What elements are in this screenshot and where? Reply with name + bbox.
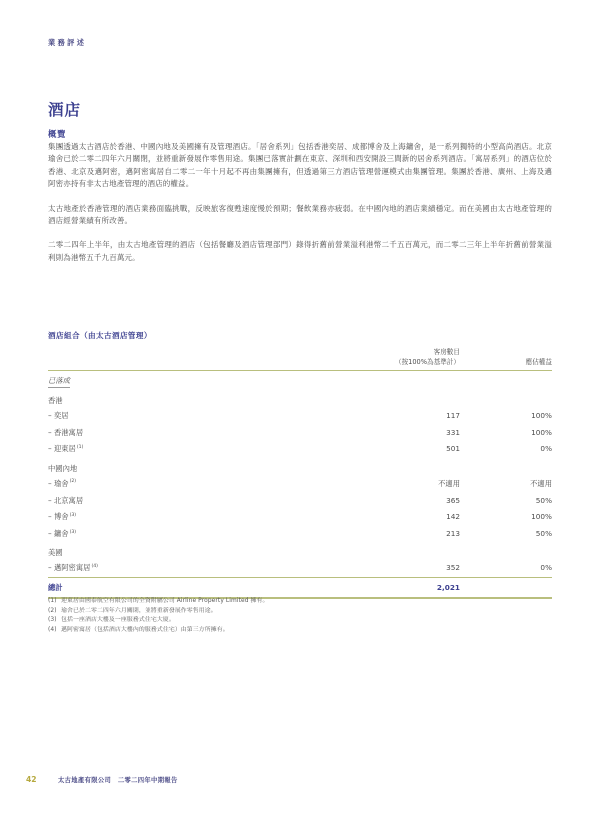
footnote-item	[48, 626, 552, 636]
column-header-rooms	[348, 348, 460, 371]
row-equity: 50%	[535, 495, 552, 505]
row-name-text: – 迎東居	[48, 444, 76, 454]
row-name	[48, 509, 348, 526]
table-body	[48, 371, 552, 599]
footnote-text: 邁阿密寓居（包括酒店大樓內的服務式住宅）由第三方所擁有。	[61, 626, 229, 633]
row-equity: 100%	[531, 512, 552, 522]
paragraph-overview: 集團透過太古酒店於香港、中國內地及美國擁有及管理酒店。「居舍系列」包括香港奕居、成都博舍及上海鏞舍，是一系列獨特的小型高尚酒店。北京瑜舍已於二零二四年六月關閉，並將重新發展作零售用途。集團已落實計劃在東京、深圳和西安開設三間新的居舍系列酒店。「寓居系列」的酒店位於香港、北京及邁阿密，邁阿密寓居自二零二一年十月起不再由集團擁有，但透過第三方酒店管理營運模式由集團管理。集團於香港、廣州、上海及邁阿密亦持有非太古地產管理的酒店的權益。	[48, 142, 552, 189]
row-name	[48, 408, 348, 425]
row-name	[48, 492, 348, 509]
row-equity: 不適用	[530, 478, 552, 488]
footnote-number: (3)	[48, 617, 57, 624]
row-rooms: 213	[446, 529, 460, 539]
paragraph-performance: 太古地產於香港管理的酒店業務面臨挑戰，反映旅客復甦速度慢於預期；餐飲業務亦疲弱。在中國內地的酒店業績穩定。而在美國由太古地產管理的酒店經營業績有所改善。	[48, 203, 552, 226]
total-label: 總計	[48, 578, 348, 599]
row-name-text: – 奕居	[48, 410, 69, 420]
footnote-number: (1)	[48, 598, 57, 604]
row-rooms: 501	[446, 444, 460, 454]
paragraph-financials: 二零二四年上半年，由太古地產管理的酒店（包括餐廳及酒店管理部門）錄得折舊前營業溢利港幣二千五百萬元，而二零二三年上半年折舊前營業溢利則為港幣五千九百萬元。	[48, 240, 552, 262]
table-group-mainland-china	[48, 458, 552, 476]
row-name-text: – 鏞舍	[48, 529, 69, 539]
row-footnote-ref: (1)	[76, 445, 84, 451]
table-row	[48, 441, 552, 458]
footnote-item	[48, 597, 552, 607]
total-rooms: 2,021	[348, 578, 460, 599]
running-head: 業務評述	[48, 38, 87, 47]
row-equity: 0%	[460, 560, 552, 578]
table-status-row	[48, 371, 552, 391]
footnote-number: (4)	[48, 626, 57, 633]
table-group-usa	[48, 542, 552, 560]
row-rooms: 不適用	[438, 478, 460, 488]
row-footnote-ref: (3)	[69, 529, 77, 535]
footer-text: 太古地產有限公司 二零二四年中期報告	[58, 777, 178, 784]
footnote-number: (2)	[48, 607, 57, 614]
table-group-hongkong	[48, 390, 552, 408]
group-label: 香港	[48, 396, 63, 405]
row-name-text: – 博舍	[48, 512, 69, 522]
page-footer	[26, 775, 178, 784]
footnote-text: 瑜舍已於二零二四年六月關閉，並將重新發展作零售用途。	[61, 607, 217, 614]
row-equity: 100%	[531, 427, 552, 437]
footnote-text: 迎東居由國泰航空有限公司的全資附屬公司 Airline Property Limited 擁有。	[61, 598, 269, 604]
row-rooms: 365	[446, 495, 460, 505]
table-row	[48, 509, 552, 526]
table-row	[48, 492, 552, 509]
table-row	[48, 424, 552, 441]
row-name-text: – 香港寓居	[48, 427, 84, 437]
page-title: 酒店	[48, 101, 82, 120]
row-name	[48, 441, 348, 458]
body-paragraphs	[48, 141, 552, 276]
column-header-equity: 應佔權益	[460, 348, 552, 371]
footnote-item	[48, 616, 552, 626]
column-header-rooms-line2: （按100%為基準計）	[394, 357, 460, 366]
row-equity: 100%	[531, 410, 552, 420]
footnotes-list	[48, 597, 552, 635]
hotel-portfolio-table	[48, 348, 552, 599]
column-header-rooms-line1: 客房數目	[433, 348, 460, 356]
row-name	[48, 526, 348, 543]
row-equity: 0%	[540, 444, 552, 454]
table-total-row	[48, 578, 552, 599]
row-rooms: 331	[446, 427, 460, 437]
page-number: 42	[26, 775, 37, 784]
status-cell	[48, 371, 552, 391]
table-row	[48, 526, 552, 543]
row-equity: 50%	[535, 529, 552, 539]
row-footnote-ref: (2)	[69, 479, 77, 485]
table-title: 酒店組合（由太古酒店管理）	[48, 331, 152, 340]
total-equity	[460, 578, 552, 599]
row-name	[48, 424, 348, 441]
footnote-item	[48, 607, 552, 617]
table-row	[48, 408, 552, 425]
row-rooms: 352	[348, 560, 460, 578]
row-name-text: – 瑜舍	[48, 478, 69, 488]
row-name-text: – 北京寓居	[48, 495, 84, 505]
column-header-name	[48, 348, 348, 371]
row-footnote-ref: (4)	[91, 563, 98, 569]
group-label: 中國內地	[48, 463, 78, 473]
row-name	[48, 475, 348, 492]
footnote-text: 包括一座酒店大樓及一座服務式住宅大廈。	[61, 617, 175, 624]
table-row	[48, 560, 552, 578]
group-label: 美國	[48, 548, 63, 558]
row-name	[48, 560, 348, 578]
section-subtitle: 概覽	[48, 128, 66, 139]
row-rooms: 142	[446, 512, 460, 522]
status-label: 已落成	[48, 376, 70, 388]
row-rooms: 117	[446, 410, 460, 420]
row-footnote-ref: (3)	[69, 512, 77, 518]
table-row	[48, 475, 552, 492]
row-name-text: – 邁阿密寓居	[48, 563, 91, 573]
